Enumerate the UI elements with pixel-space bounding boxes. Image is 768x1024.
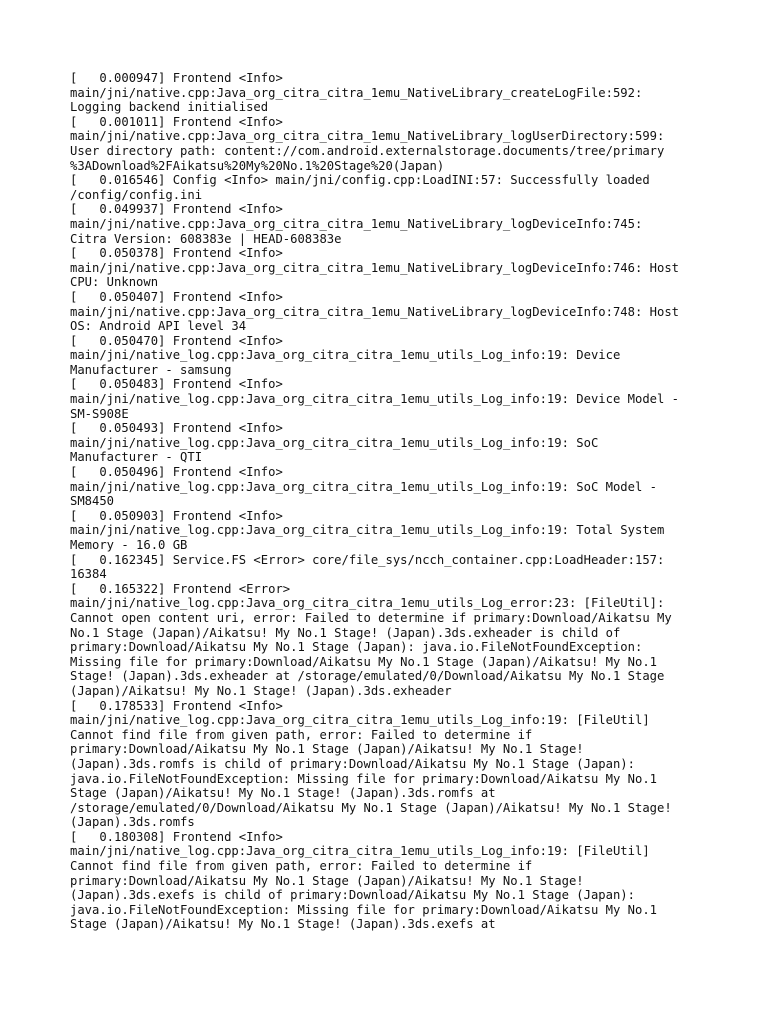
log-line: (Japan).3ds.exefs is child of primary:Download/Aikatsu My No.1 Stage (Japan): <box>70 888 635 903</box>
log-line: primary:Download/Aikatsu My No.1 Stage (Japan)/Aikatsu! My No.1 Stage! <box>70 742 584 757</box>
log-line: Cannot find file from given path, error: Failed to determine if <box>70 859 533 874</box>
log-line: java.io.FileNotFoundException: Missing file for primary:Download/Aikatsu My No.1 <box>70 902 657 917</box>
log-line: main/jni/native.cpp:Java_org_citra_citra_1emu_NativeLibrary_logDeviceInfo:748: Host <box>70 304 680 319</box>
log-line: primary:Download/Aikatsu My No.1 Stage (Japan)/Aikatsu! My No.1 Stage! <box>70 873 584 888</box>
log-line: [ 0.050496] Frontend <Info> <box>70 465 283 480</box>
log-line: %3ADownload%2FAikatsu%20My%20No.1%20Stage%20(Japan) <box>70 158 445 173</box>
log-line: [ 0.000947] Frontend <Info> <box>70 71 283 85</box>
log-line: /config/config.ini <box>70 187 203 202</box>
log-line: (Japan)/Aikatsu! My No.1 Stage! (Japan).3ds.exheader <box>70 683 452 698</box>
log-line: (Japan).3ds.romfs <box>70 815 195 830</box>
log-line: CPU: Unknown <box>70 275 159 290</box>
log-line: main/jni/native_log.cpp:Java_org_citra_citra_1emu_utils_Log_info:19: SoC Model - <box>70 479 657 494</box>
log-line: (Japan).3ds.romfs is child of primary:Download/Aikatsu My No.1 Stage (Japan): <box>70 756 635 771</box>
log-line: main/jni/native_log.cpp:Java_org_citra_citra_1emu_utils_Log_info:19: SoC <box>70 435 599 450</box>
log-line: main/jni/native_log.cpp:Java_org_citra_citra_1emu_utils_Log_info:19: [FileUtil] <box>70 713 650 728</box>
log-line: No.1 Stage (Japan)/Aikatsu! My No.1 Stage! (Japan).3ds.exheader is child of <box>70 625 621 640</box>
log-line: main/jni/native_log.cpp:Java_org_citra_citra_1emu_utils_Log_info:19: Device <box>70 348 621 363</box>
log-line: Logging backend initialised <box>70 100 269 115</box>
log-line: [ 0.162345] Service.FS <Error> core/file_sys/ncch_container.cpp:LoadHeader:157: <box>70 552 665 567</box>
log-line: main/jni/native_log.cpp:Java_org_citra_citra_1emu_utils_Log_error:23: [FileUtil]: <box>70 596 665 611</box>
log-line: main/jni/native.cpp:Java_org_citra_citra_1emu_NativeLibrary_logUserDirectory:599: <box>70 129 665 144</box>
log-line: Manufacturer - QTI <box>70 450 203 465</box>
log-line: [ 0.180308] Frontend <Info> <box>70 829 283 844</box>
log-line: Cannot find file from given path, error: Failed to determine if <box>70 727 533 742</box>
log-line: [ 0.050483] Frontend <Info> <box>70 377 283 392</box>
log-line: [ 0.050470] Frontend <Info> <box>70 333 283 348</box>
log-line: 16384 <box>70 567 107 582</box>
log-line: main/jni/native.cpp:Java_org_citra_citra_1emu_NativeLibrary_createLogFile:592: <box>70 85 643 100</box>
log-line: main/jni/native.cpp:Java_org_citra_citra_1emu_NativeLibrary_logDeviceInfo:745: <box>70 216 643 231</box>
log-line: java.io.FileNotFoundException: Missing file for primary:Download/Aikatsu My No.1 <box>70 771 657 786</box>
log-line: /storage/emulated/0/Download/Aikatsu My No.1 Stage (Japan)/Aikatsu! My No.1 Stage! <box>70 800 672 815</box>
log-line: [ 0.050493] Frontend <Info> <box>70 421 283 436</box>
log-line: Missing file for primary:Download/Aikatsu My No.1 Stage (Japan)/Aikatsu! My No.1 <box>70 654 657 669</box>
log-line: Citra Version: 608383e | HEAD-608383e <box>70 231 342 246</box>
log-line: Stage (Japan)/Aikatsu! My No.1 Stage! (Japan).3ds.exefs at <box>70 917 496 932</box>
log-line: main/jni/native.cpp:Java_org_citra_citra_1emu_NativeLibrary_logDeviceInfo:746: Host <box>70 260 680 275</box>
log-line: [ 0.050378] Frontend <Info> <box>70 246 283 261</box>
log-line: [ 0.050407] Frontend <Info> <box>70 289 283 304</box>
log-line: [ 0.165322] Frontend <Error> <box>70 581 291 596</box>
log-line: [ 0.178533] Frontend <Info> <box>70 698 283 713</box>
log-line: [ 0.016546] Config <Info> main/jni/config.cpp:LoadINI:57: Successfully loaded <box>70 173 650 188</box>
log-line: SM8450 <box>70 494 115 509</box>
log-line: main/jni/native_log.cpp:Java_org_citra_citra_1emu_utils_Log_info:19: [FileUtil] <box>70 844 650 859</box>
log-line: primary:Download/Aikatsu My No.1 Stage (Japan): java.io.FileNotFoundException: <box>70 640 643 655</box>
log-line: Stage! (Japan).3ds.exheader at /storage/emulated/0/Download/Aikatsu My No.1 Stage <box>70 669 665 684</box>
log-line: Stage (Japan)/Aikatsu! My No.1 Stage! (Japan).3ds.romfs at <box>70 786 496 801</box>
log-line: [ 0.001011] Frontend <Info> <box>70 114 283 129</box>
log-line: Cannot open content uri, error: Failed to determine if primary:Download/Aikatsu My <box>70 610 672 625</box>
log-line: main/jni/native_log.cpp:Java_org_citra_citra_1emu_utils_Log_info:19: Total System <box>70 523 665 538</box>
log-line: SM-S908E <box>70 406 129 421</box>
log-line: Manufacturer - samsung <box>70 362 232 377</box>
log-line: [ 0.050903] Frontend <Info> <box>70 508 283 523</box>
log-line: [ 0.049937] Frontend <Info> <box>70 202 283 217</box>
log-line: main/jni/native_log.cpp:Java_org_citra_citra_1emu_utils_Log_info:19: Device Model - <box>70 392 680 407</box>
log-line: User directory path: content://com.android.externalstorage.documents/tree/primary <box>70 143 665 158</box>
log-text-block <box>70 71 700 932</box>
log-line: OS: Android API level 34 <box>70 319 247 334</box>
log-line: Memory - 16.0 GB <box>70 538 188 552</box>
